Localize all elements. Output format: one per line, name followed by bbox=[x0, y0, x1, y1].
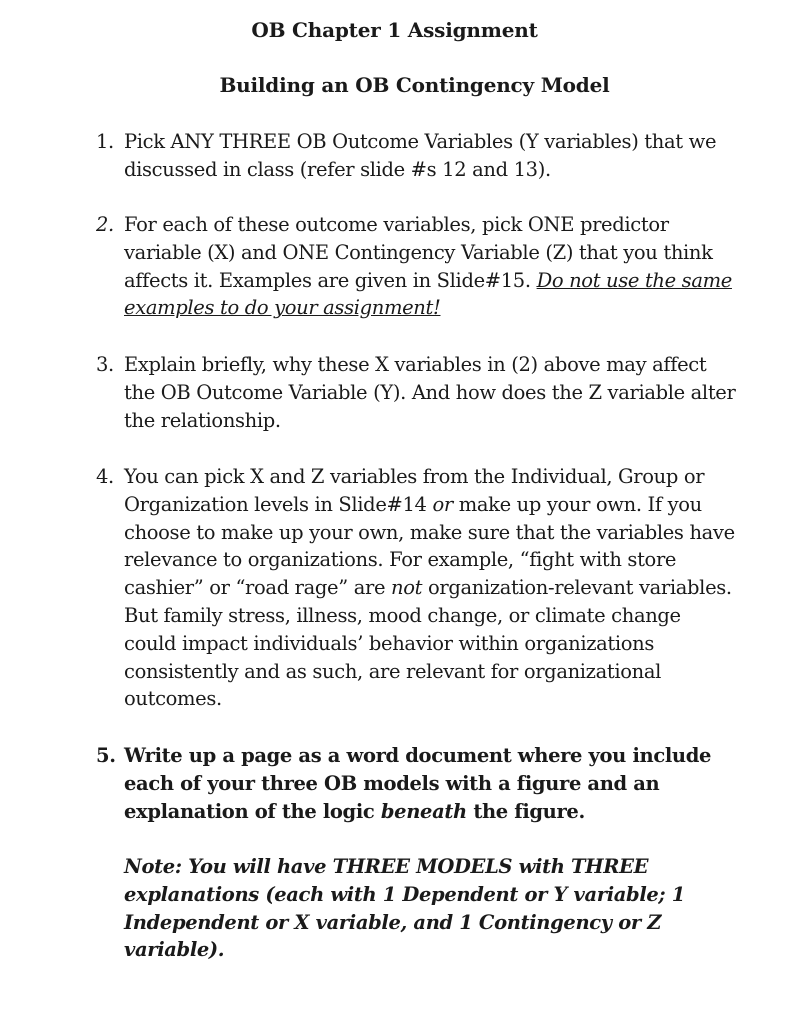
list-item-1 bbox=[96, 128, 736, 184]
list-text-4a: You can pick X and Z variables from the Individual, Group or Organization levels in Slide#14 bbox=[124, 465, 705, 516]
list-text-4c: organization-relevant variables. But family stress, illness, mood change, or climate change could impact individuals’ behavior within organizations consistently and as such, are relevant for organizational outcomes. bbox=[124, 576, 732, 711]
list-item-5 bbox=[96, 742, 736, 825]
list-item-4 bbox=[96, 463, 736, 713]
list-text-4 bbox=[124, 463, 736, 713]
assignment-note: Note: You will have THREE MODELS with THREE explanations (each with 1 Dependent or Y variable; 1 Independent or X variable, and 1 Contingency or Z variable). bbox=[124, 855, 685, 962]
page-subtitle: Building an OB Contingency Model bbox=[219, 73, 610, 97]
page-title: OB Chapter 1 Assignment bbox=[251, 18, 538, 42]
list-text-5 bbox=[124, 742, 736, 825]
list-text-5b: the figure. bbox=[473, 799, 585, 823]
list-text-2-emphasis: Do not use the same examples to do your assignment! bbox=[124, 268, 732, 320]
list-text-3: Explain briefly, why these X variables in (2) above may affect the OB Outcome Variable (Y). And how does the Z variable alter the relationship. bbox=[124, 353, 736, 432]
list-text-2a: For each of these outcome variables, pick ONE predictor variable (X) and ONE Contingency Variable (Z) that you think affects it. Examples are given in Slide#15. bbox=[124, 213, 713, 292]
list-text-5a: Write up a page as a word document where you include each of your three OB models with a figure and an explanation of the logic bbox=[124, 744, 712, 823]
list-number-2: 2. bbox=[96, 213, 114, 236]
list-text-1: Pick ANY THREE OB Outcome Variables (Y variables) that we discussed in class (refer slide #s 12 and 13). bbox=[124, 130, 717, 181]
list-item-3 bbox=[96, 351, 736, 434]
list-text-2 bbox=[124, 211, 736, 322]
list-number-4: 4. bbox=[96, 465, 114, 488]
list-number-1: 1. bbox=[96, 130, 114, 153]
list-text-4-not: not bbox=[391, 576, 423, 600]
list-item-2 bbox=[96, 211, 736, 322]
list-number-5: 5. bbox=[96, 744, 116, 767]
list-text-4b: make up your own. If you choose to make up your own, make sure that the variables have relevance to organizations. For example, “fight with store cashier” or “road rage” are bbox=[124, 492, 735, 600]
list-text-4-or: or bbox=[432, 492, 453, 516]
list-text-5-beneath: beneath bbox=[380, 799, 467, 823]
list-number-3: 3. bbox=[96, 353, 114, 376]
